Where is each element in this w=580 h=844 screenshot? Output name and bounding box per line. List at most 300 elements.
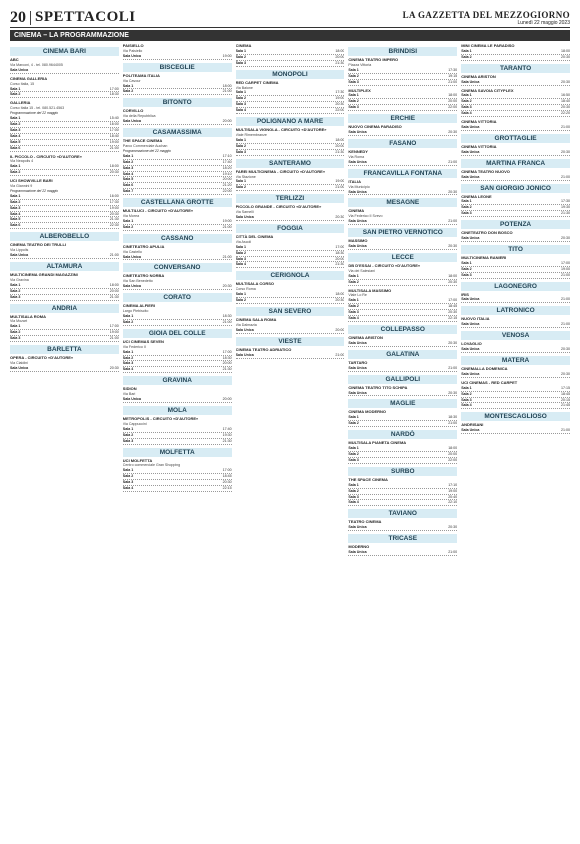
- screening-row: [348, 219, 457, 225]
- screen-name: Sala Unica: [122, 53, 141, 58]
- venue-name: MULTICINEMA RANIERI: [461, 254, 507, 260]
- showtime: 20:30: [448, 310, 458, 315]
- screen-name: Sala 1: [235, 179, 246, 184]
- screening-row: [10, 253, 119, 259]
- screen-name: Sala 1: [348, 67, 359, 72]
- showtime: 20:30: [448, 340, 458, 345]
- city-header: MOLA: [123, 406, 232, 415]
- screen-name: Sala Unica: [122, 254, 141, 259]
- showtime: 17:00: [222, 349, 232, 354]
- showtime: 18:00: [448, 93, 458, 98]
- venue-block: [461, 317, 570, 328]
- venue-block: [236, 44, 345, 67]
- screening-row: [461, 55, 570, 61]
- venue-block: [123, 274, 232, 290]
- screen-name: Sala 4: [348, 316, 359, 321]
- venue-name: CINEMA TEATRO TITO SCHIPA: [348, 384, 408, 390]
- screen-name: Sala Unica: [461, 322, 480, 327]
- city-header: SAN GIORGIO JONICO: [461, 184, 570, 193]
- screening-row: [236, 262, 345, 268]
- venue-name: CINEMA TEATRO DEI TRULLI: [10, 242, 66, 248]
- city-header: FRANCAVILLA FONTANA: [348, 169, 457, 178]
- venue-block: [461, 44, 570, 61]
- screening-row: [123, 189, 232, 195]
- screen-name: Sala 1: [10, 86, 21, 91]
- screening-row: [123, 439, 232, 445]
- listing-columns: [10, 44, 570, 844]
- showtime: 20:00: [335, 256, 345, 261]
- screen-name: Sala 1: [348, 273, 359, 278]
- venue-name: NUOVO ITALIA: [461, 316, 490, 322]
- screen-name: Sala 5: [122, 177, 134, 182]
- screen-name: Sala 2: [10, 92, 21, 97]
- showtime: 19:00: [448, 488, 458, 493]
- showtime: 18:45: [560, 391, 570, 396]
- listing-column: [348, 44, 457, 844]
- venue-block: [236, 348, 345, 359]
- showtime: 17:10: [222, 153, 232, 158]
- showtime: 22:30: [109, 223, 119, 228]
- venue-name: CINETEATRO DON BOSCO: [461, 230, 513, 236]
- showtime: 20:30: [560, 105, 570, 110]
- showtime: 17:15: [560, 385, 570, 390]
- venue-block: [236, 128, 345, 156]
- screen-name: Sala Unica: [348, 365, 367, 370]
- venue-address: Via Castello: [122, 249, 142, 254]
- screen-name: Sala 1: [461, 48, 472, 53]
- screen-name: Sala 1: [122, 83, 134, 88]
- venue-name: CINEMA ARISTON: [348, 335, 383, 340]
- venue-name: FAREI MULTICINEMA - CIRCUITO «D'AUTORE»: [235, 168, 326, 174]
- screening-row: [236, 215, 345, 221]
- screen-name: Sala 2: [10, 121, 21, 126]
- venue-address: Parco Commerciale Auchan: [122, 143, 168, 148]
- screening-row: [348, 341, 457, 347]
- screen-name: Sala Unica: [122, 397, 141, 402]
- screen-name: Sala Unica: [461, 371, 480, 376]
- screen-name: Sala 2: [10, 170, 21, 175]
- screen-name: Sala 1: [122, 426, 134, 431]
- screen-name: Sala 3: [10, 205, 21, 210]
- city-header: FASANO: [348, 139, 457, 148]
- venue-block: [461, 120, 570, 131]
- venue-name: CINEMA: [348, 208, 365, 214]
- screen-name: Sala 4: [235, 108, 246, 113]
- showtime: 22:15: [222, 486, 232, 491]
- venue-address: Via Ascoli: [235, 239, 252, 244]
- screen-name: Sala Unica: [461, 347, 480, 352]
- screen-name: Sala 2: [10, 330, 21, 335]
- showtime: 19:00: [335, 179, 345, 184]
- showtime: 22:15: [448, 316, 458, 321]
- venue-block: [123, 417, 232, 445]
- screen-name: Sala 3: [122, 438, 134, 443]
- showtime: 20:00: [448, 451, 458, 456]
- screening-row: [348, 190, 457, 196]
- screening-row: [348, 244, 457, 250]
- screen-name: Sala 3: [122, 480, 134, 485]
- screening-row: [10, 68, 119, 74]
- city-header: TITO: [461, 245, 570, 254]
- showtime: 21:30: [109, 217, 119, 222]
- showtime: 19:00: [109, 139, 119, 144]
- venue-block: [348, 289, 457, 322]
- page-header: [10, 8, 570, 28]
- showtime: 21:00: [560, 322, 570, 327]
- venue-address: Via Dalmazia: [235, 322, 257, 327]
- venue-block: [348, 336, 457, 347]
- venue-address: Corso Italia, 15: [10, 81, 35, 86]
- showtime: 20:00: [222, 361, 232, 366]
- showtime: 17:30: [335, 90, 345, 95]
- venue-name: IRIS: [461, 291, 469, 297]
- screen-name: Sala 3: [461, 272, 472, 277]
- showtime: 20:00: [222, 397, 232, 402]
- venue-block: [236, 205, 345, 221]
- screening-row: [461, 111, 570, 117]
- city-header: MONOPOLI: [236, 70, 345, 79]
- showtime: 20:30: [109, 211, 119, 216]
- city-header: MARTINA FRANCA: [461, 159, 570, 168]
- screen-name: Sala 3: [461, 211, 472, 216]
- venue-block: [348, 89, 457, 112]
- screen-name: Sala 1: [461, 385, 472, 390]
- venue-block: [10, 356, 119, 372]
- city-header: LATRONICO: [461, 306, 570, 315]
- screening-row: [461, 125, 570, 131]
- city-header: SAN SEVERO: [236, 307, 345, 316]
- venue-address: Via Roma: [348, 154, 365, 159]
- venue-address: Corso Italia 15 - tel. 080.521.4563: [10, 106, 65, 111]
- city-header: VENOSA: [461, 331, 570, 340]
- venue-address: Via Bari: [122, 392, 136, 397]
- screen-name: Sala Unica: [348, 550, 367, 555]
- venue-name: DB D'ESSAI - CIRCUITO «D'AUTORE»: [348, 262, 421, 268]
- showtime: 20:30: [335, 215, 345, 220]
- showtime: 17:00: [109, 86, 119, 91]
- venue-address: Via Cavour: [122, 78, 141, 83]
- showtime: 22:00: [335, 108, 345, 113]
- venue-address: Centro commerciale Gran Shopping: [122, 463, 181, 468]
- venue-name: OPERA - CIRCUITO «D'AUTORE»: [10, 355, 74, 361]
- city-header: TARANTO: [461, 64, 570, 73]
- venue-block: [10, 155, 119, 177]
- venue-block: [461, 170, 570, 181]
- screen-name: Sala Unica: [122, 119, 141, 124]
- screen-name: Sala 1: [10, 193, 21, 198]
- city-header: CONVERSANO: [123, 263, 232, 272]
- venue-block: [461, 231, 570, 242]
- showtime: 20:00: [335, 54, 345, 59]
- screen-name: Sala 3: [461, 397, 472, 402]
- showtime: 18:00: [335, 137, 345, 142]
- screening-row: [461, 236, 570, 242]
- screen-name: Sala 1: [10, 164, 21, 169]
- screen-name: Sala Unica: [461, 124, 480, 129]
- venue-name: IL PICCOLO - CIRCUITO «D'AUTORE»: [10, 153, 82, 159]
- showtime: 21:30: [109, 294, 119, 299]
- venue-name: CINEMA ALFIERI: [122, 303, 155, 309]
- screening-row: [348, 366, 457, 372]
- screen-name: Sala 1: [235, 90, 246, 95]
- city-header: ALTAMURA: [10, 262, 119, 271]
- showtime: 20:30: [448, 525, 458, 530]
- screen-name: Sala 2: [461, 391, 472, 396]
- city-header: LAGONEGRO: [461, 282, 570, 291]
- venue-address: Via Neapolis 4: [10, 159, 34, 164]
- showtime: 18:30: [335, 250, 345, 255]
- city-header: MATERA: [461, 356, 570, 365]
- showtime: 17:00: [335, 244, 345, 249]
- masthead: [403, 10, 570, 26]
- screen-name: Sala 3: [10, 294, 21, 299]
- showtime: 18:40: [560, 99, 570, 104]
- venue-name: CINEMA TEATRO NUOVO: [461, 168, 510, 174]
- showtime: 18:00: [448, 446, 458, 451]
- venue-address: Via Marconi, 4 - tel. 080.9644005: [10, 62, 63, 67]
- showtime: 18:30: [448, 415, 458, 420]
- screen-name: Sala 2: [235, 250, 246, 255]
- venue-name: CINEMA GALLERIA: [10, 75, 48, 81]
- venue-name: GALLERIA: [10, 100, 31, 106]
- venue-address: Via San Benedetto: [122, 279, 153, 284]
- venue-block: [348, 209, 457, 225]
- showtime: 18:00: [109, 164, 119, 169]
- screening-row: [123, 225, 232, 231]
- venue-block: [123, 459, 232, 492]
- venue-name: MULTILUCI - CIRCUITO «D'AUTORE»: [122, 208, 194, 214]
- showtime: 17:30: [109, 199, 119, 204]
- showtime: 18:00: [109, 282, 119, 287]
- venue-block: [461, 145, 570, 156]
- screening-row: [461, 347, 570, 353]
- venue-block: [348, 410, 457, 427]
- screen-name: Sala 3: [348, 79, 359, 84]
- programming-note: Programmazione del 22 maggio: [122, 148, 171, 153]
- venue-name: MULTISALA CORSO: [235, 281, 275, 287]
- showtime: 19:00: [109, 330, 119, 335]
- showtime: 22:00: [222, 189, 232, 194]
- venue-block: [10, 273, 119, 301]
- screening-row: [461, 428, 570, 434]
- screening-row: [10, 146, 119, 152]
- screen-name: Sala 2: [348, 488, 359, 493]
- venue-block: [123, 109, 232, 125]
- venue-name: SIDION: [122, 386, 137, 392]
- showtime: 20:30: [448, 390, 458, 395]
- showtime: 18:00: [335, 292, 345, 297]
- screening-row: [10, 336, 119, 342]
- venue-name: CINEMA MODERNO: [348, 409, 387, 415]
- showtime: 18:45: [222, 474, 232, 479]
- screening-row: [123, 320, 232, 326]
- screen-name: Sala 3: [122, 361, 134, 366]
- screen-name: Sala 3: [461, 105, 472, 110]
- venue-block: [461, 367, 570, 378]
- screen-name: Sala 2: [235, 96, 246, 101]
- showtime: 16:00: [109, 193, 119, 198]
- city-header: SAN PIETRO VERNOTICO: [348, 228, 457, 237]
- showtime: 20:30: [222, 284, 232, 289]
- city-header: MESAGNE: [348, 198, 457, 207]
- screen-name: Sala 2: [461, 99, 472, 104]
- venue-block: [123, 304, 232, 326]
- screening-row: [236, 185, 345, 191]
- showtime: 20:30: [560, 347, 570, 352]
- showtime: 20:30: [560, 236, 570, 241]
- screen-name: Sala Unica: [348, 130, 367, 135]
- showtime: 19:30: [560, 205, 570, 210]
- venue-block: [461, 381, 570, 410]
- venue-address: Via Federico II Svevo: [348, 214, 383, 219]
- listing-column: [461, 44, 570, 844]
- showtime: 20:00: [448, 99, 458, 104]
- screen-name: Sala 1: [10, 282, 21, 287]
- screen-name: Sala Unica: [122, 284, 141, 289]
- screen-name: Sala 1: [348, 298, 359, 303]
- showtime: 20:00: [109, 288, 119, 293]
- section-banner: CINEMA – LA PROGRAMMAZIONE: [10, 30, 570, 41]
- venue-name: MULTISALA ROMA: [10, 313, 46, 319]
- showtime: 21:00: [560, 272, 570, 277]
- screening-row: [123, 119, 232, 125]
- venue-address: Via Baione: [235, 85, 253, 90]
- screen-name: Sala 3: [235, 102, 246, 107]
- screen-name: Sala 2: [235, 143, 246, 148]
- city-header: GALLIPOLI: [348, 375, 457, 384]
- venue-name: CINEMA TEATRO ADRIATICO: [235, 346, 292, 352]
- screen-name: Sala Unica: [461, 297, 480, 302]
- city-header: CASAMASSIMA: [123, 128, 232, 137]
- screening-row: [461, 150, 570, 156]
- city-header: CASSANO: [123, 234, 232, 243]
- showtime: 21:30: [222, 367, 232, 372]
- screen-name: Sala 2: [122, 224, 134, 229]
- venue-address: Via Paisiello: [122, 48, 143, 53]
- venue-block: [348, 441, 457, 464]
- showtime: 20:00: [335, 143, 345, 148]
- screening-row: [348, 130, 457, 136]
- city-header: POTENZA: [461, 220, 570, 229]
- screen-name: Sala 2: [348, 73, 359, 78]
- screening-row: [236, 61, 345, 67]
- venue-block: [348, 545, 457, 556]
- screen-name: Sala 1: [235, 137, 246, 142]
- venue-block: [348, 239, 457, 250]
- city-header: TERLIZZI: [236, 194, 345, 203]
- page-number: 20: [10, 8, 26, 26]
- screen-name: Sala 6: [122, 183, 134, 188]
- venue-address: Viale Rimembranze: [235, 132, 267, 137]
- venue-address: Via Cappuccini: [122, 421, 147, 426]
- showtime: 18:00: [335, 48, 345, 53]
- venue-address: Via Morea: [122, 214, 140, 219]
- venue-name: MULTISALA VIGNOLA - CIRCUITO «D'AUTORE»: [235, 127, 327, 133]
- venue-address: Via Mozart: [10, 319, 28, 324]
- venue-block: [123, 139, 232, 195]
- screen-name: Sala Unica: [348, 244, 367, 249]
- screen-name: Sala 3: [348, 494, 359, 499]
- showtime: 20:15: [560, 397, 570, 402]
- venue-name: PICCOLO GRANDE - CIRCUITO «D'AUTORE»: [235, 204, 322, 210]
- venue-block: [461, 342, 570, 353]
- city-header: ALBEROBELLO: [10, 232, 119, 241]
- screen-name: Sala 2: [122, 355, 134, 360]
- city-header: SANTERAMO: [236, 159, 345, 168]
- showtime: 21:00: [560, 124, 570, 129]
- city-header: TAVIANO: [348, 509, 457, 518]
- screen-name: Sala Unica: [461, 149, 480, 154]
- showtime: 19:00: [222, 218, 232, 223]
- venue-block: [236, 81, 345, 114]
- screen-name: Sala 6: [10, 145, 21, 150]
- screen-name: Sala 1: [235, 244, 246, 249]
- venue-block: [461, 423, 570, 434]
- screen-name: Sala 4: [461, 403, 472, 408]
- showtime: 20:00: [222, 177, 232, 182]
- screen-name: Sala Unica: [348, 390, 367, 395]
- listing-column: [236, 44, 345, 844]
- screen-name: Sala 6: [10, 223, 21, 228]
- screening-row: [123, 54, 232, 60]
- screen-name: Sala 1: [122, 349, 134, 354]
- venue-block: [123, 340, 232, 373]
- screen-name: Sala 2: [235, 54, 246, 59]
- screening-row: [10, 366, 119, 372]
- showtime: 17:00: [560, 260, 570, 265]
- showtime: 21:45: [560, 403, 570, 408]
- screening-row: [10, 92, 119, 98]
- venue-name: CINEMA ARISTON: [461, 73, 496, 79]
- showtime: 20:30: [448, 189, 458, 194]
- screen-name: Sala 3: [10, 336, 21, 341]
- screening-row: [461, 80, 570, 86]
- showtime: 18:40: [109, 133, 119, 138]
- city-header: LECCE: [348, 253, 457, 262]
- screen-name: Sala 1: [348, 446, 359, 451]
- screen-name: Sala Unica: [348, 219, 367, 224]
- venue-name: PAISIELLO: [122, 44, 144, 48]
- screen-name: Sala Unica: [461, 79, 480, 84]
- showtime: [116, 68, 119, 73]
- venue-name: ANDRISANI: [461, 422, 484, 428]
- screen-name: Sala 3: [348, 105, 359, 110]
- city-header: NARDÒ: [348, 430, 457, 439]
- screening-row: [236, 150, 345, 156]
- venue-block: [461, 89, 570, 118]
- screen-name: Sala 4: [348, 500, 359, 505]
- showtime: 20:40: [448, 494, 458, 499]
- showtime: 21:30: [335, 262, 345, 267]
- showtime: 20:30: [448, 244, 458, 249]
- city-header: VIESTE: [236, 337, 345, 346]
- venue-address: Via Giannini 9: [10, 184, 33, 189]
- venue-block: [348, 386, 457, 397]
- venue-block: [236, 318, 345, 334]
- venue-name: METROPOLIS - CIRCUITO «D'AUTORE»: [122, 415, 199, 421]
- venue-name: UCI CINEMAS SEVEN: [122, 338, 164, 344]
- screening-row: [461, 211, 570, 217]
- venue-name: CINEMA SALA ROMA: [235, 317, 277, 322]
- city-header: GROTTAGLIE: [461, 134, 570, 143]
- venue-address: Via Stazione: [235, 174, 256, 179]
- showtime: 16:00: [109, 121, 119, 126]
- venue-name: KENNEDY: [348, 148, 368, 154]
- showtime: 20:30: [560, 149, 570, 154]
- showtime: 18:30: [222, 355, 232, 360]
- showtime: 21:00: [448, 550, 458, 555]
- screen-name: Sala Unica: [10, 365, 29, 370]
